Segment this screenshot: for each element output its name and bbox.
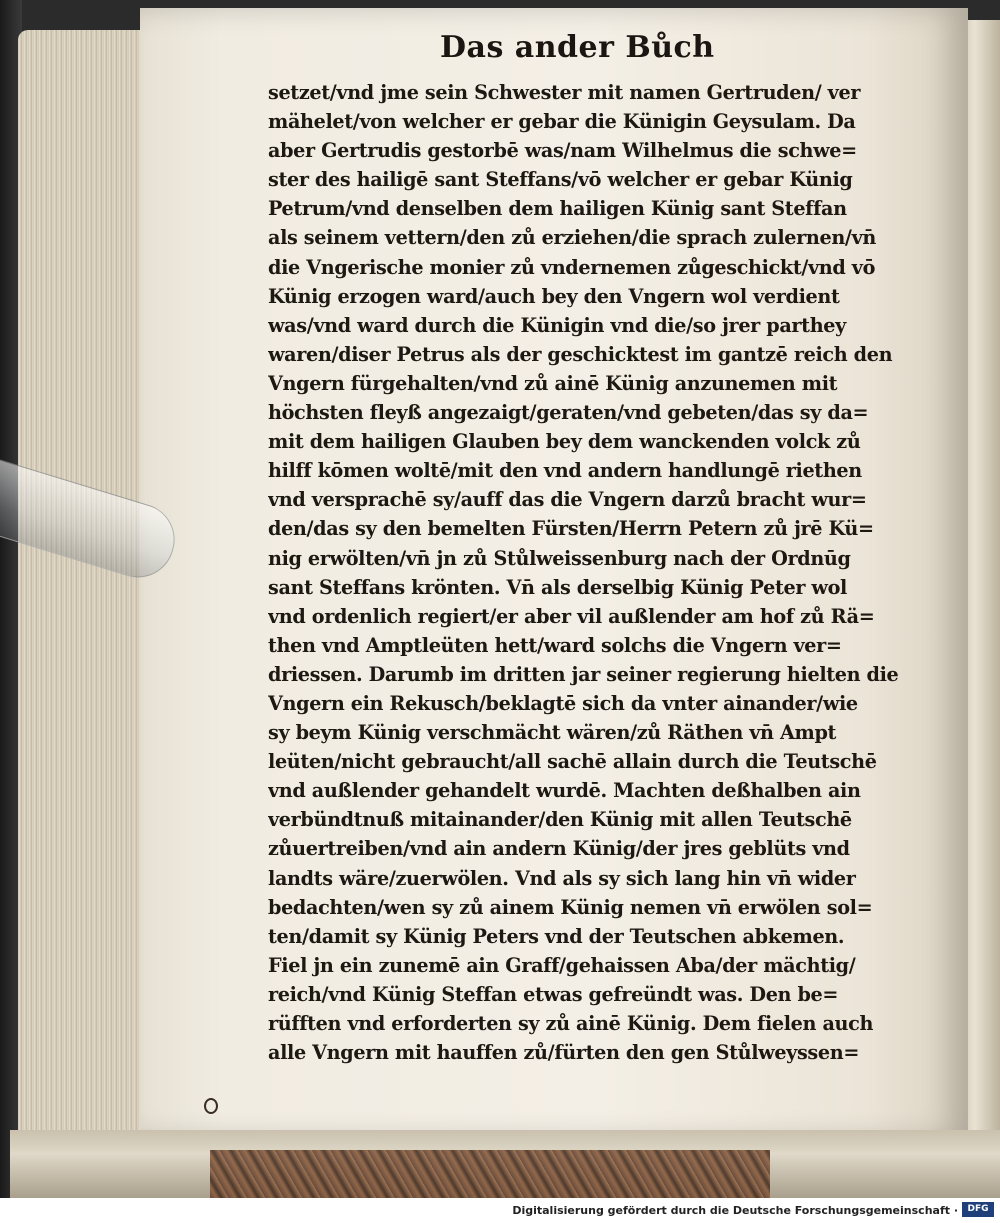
text-line: nig erwölten/vn̄ jn zů Stůlweissenburg nach der Ordnūg	[268, 546, 851, 570]
text-line: alle Vngern mit hauffen zů/fürten den gen Stůlweyssen=	[268, 1041, 860, 1065]
text-line: Fiel jn ein zunemē ain Graff/gehaissen Aba/der mächtig/	[268, 953, 856, 977]
text-line: zůuertreiben/vnd ain andern Künig/der jres geblüts vnd	[268, 837, 850, 861]
text-line: sy beym Künig verschmächt wären/zů Räthen vn̄ Ampt	[268, 721, 837, 745]
text-line: landts wäre/zuerwölen. Vnd als sy sich lang hin vn̄ wider	[268, 866, 856, 890]
text-line: als seinem vettern/den zů erziehen/die sprach zulernen/vn̄	[268, 226, 876, 250]
text-line: Vngern ein Rekusch/beklagtē sich da vnter ainander/wie	[268, 691, 858, 715]
text-line: Künig erzogen ward/auch bey den Vngern wol verdient	[268, 284, 840, 308]
text-line: driessen. Darumb im dritten jar seiner regierung hielten die	[268, 662, 899, 686]
text-line: reich/vnd Künig Steffan etwas gefreündt was. Den be=	[268, 982, 839, 1006]
text-line: Vngern fürgehalten/vnd zů ainē Künig anzunemen mit	[268, 371, 838, 395]
funding-credit: Digitalisierung gefördert durch die Deutsche Forschungsgemeinschaft ·	[512, 1204, 958, 1217]
text-line: höchsten fleyß angezaigt/geraten/vnd gebeten/das sy da=	[268, 401, 869, 425]
dfg-logo-icon: DFG	[962, 1202, 994, 1217]
text-line: aber Gertrudis gestorbē was/nam Wilhelmus die schwe=	[268, 139, 857, 163]
text-line: waren/diser Petrus als der geschicktest im gantzē reich den	[268, 342, 893, 366]
text-line: bedachten/wen sy zů ainem Künig nemen vn̄ erwölen sol=	[268, 895, 873, 919]
text-line: ten/damit sy Künig Peters vnd der Teutschen abkemen.	[268, 924, 845, 948]
text-line: verbündtnuß mitainander/den Künig mit allen Teutschē	[268, 808, 852, 832]
text-line: ster des hailigē sant Steffans/vō welcher er gebar Künig	[268, 168, 853, 192]
text-line: vnd ordenlich regiert/er aber vil außlender am hof zů Rä=	[268, 604, 875, 628]
text-line: vnd versprachē sy/auff das die Vngern darzů bracht wur=	[268, 488, 867, 512]
text-line: setzet/vnd jme sein Schwester mit namen Gertruden/ ver	[268, 81, 861, 104]
text-line: leüten/nicht gebraucht/all sachē allain durch die Teutschē	[268, 750, 877, 774]
text-line: rüfften vnd erforderten sy zů ainē Künig. Dem fielen auch	[268, 1012, 874, 1035]
marbled-edge	[210, 1150, 770, 1198]
running-headline: Das ander Bůch	[440, 30, 715, 65]
page-text	[268, 78, 918, 1067]
text-line: hilff kōmen woltē/mit den vnd andern handlungē riethen	[268, 459, 862, 483]
text-line: den/das sy den bemelten Fürsten/Herrn Petern zů jrē Kü=	[268, 517, 874, 541]
text-line: then vnd Amptleüten hett/ward solchs die Vngern ver=	[268, 633, 842, 657]
text-line: vnd außlender gehandelt wurdē. Machten deßhalben ain	[268, 779, 861, 803]
text-line: Petrum/vnd denselben dem hailigen Künig sant Steffan	[268, 197, 847, 221]
footer-bar	[0, 1198, 1000, 1223]
text-line: was/vnd ward durch die Künigin vnd die/so jrer parthey	[268, 313, 846, 337]
text-line: mähelet/von welcher er gebar die Künigin Geysulam. Da	[268, 110, 856, 134]
page-stack	[18, 30, 158, 1150]
text-line: mit dem hailigen Glauben bey dem wanckenden volck zů	[268, 430, 861, 454]
page-mark	[204, 1098, 218, 1114]
text-line: die Vngerische monier zů vndernemen zůgeschickt/vnd vō	[268, 255, 876, 279]
text-line: sant Steffans krönten. Vn̄ als derselbig Künig Peter wol	[268, 575, 847, 599]
